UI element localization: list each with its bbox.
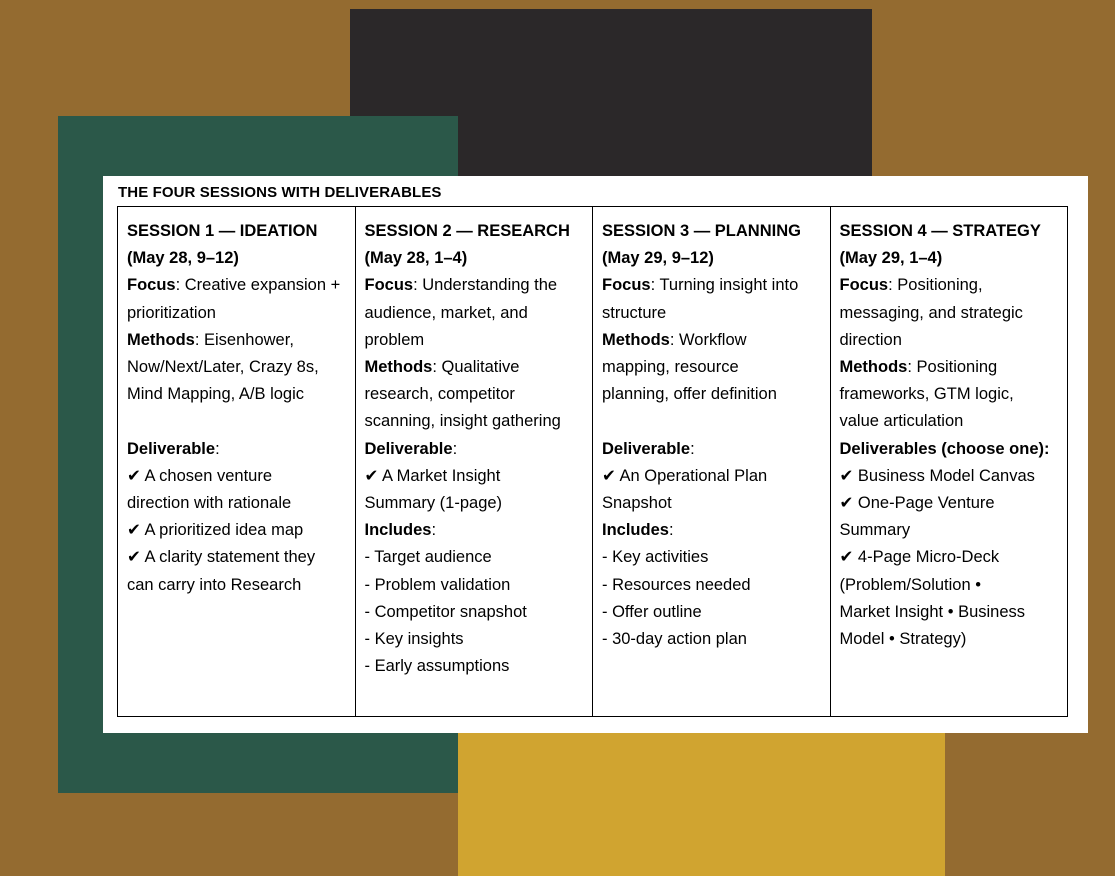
deliverable-item: ✔ 4-Page Micro-Deck	[839, 548, 1000, 567]
session-2-column: SESSION 2 — RESEARCH (May 28, 1–4) Focus: Understanding the audience, market, and problem Methods: Qualitative research, competitor scanning, insight gathering Deliverable: ✔ A Market Insight Summary (1-page) Includes: - Target audience - Problem validation - Competitor snapshot - Key insights - Early assumptions	[355, 207, 593, 716]
deliverable-item: ✔ An Operational Plan	[602, 466, 768, 485]
methods-text: Now/Next/Later, Crazy 8s,	[127, 358, 319, 377]
includes-label: Includes	[364, 521, 432, 540]
focus-text: structure	[602, 303, 667, 322]
focus-text: Understanding the	[422, 276, 558, 295]
includes-item: - Problem validation	[364, 575, 511, 594]
deliverable-label: Deliverable	[602, 439, 691, 458]
includes-item: - Resources needed	[602, 575, 751, 594]
deliverable-label: Deliverable	[364, 439, 453, 458]
includes-item: - Key activities	[602, 548, 709, 567]
session-dates: (May 29, 9–12)	[602, 249, 714, 268]
focus-text: Positioning,	[897, 276, 983, 295]
methods-text: Workflow	[679, 330, 747, 349]
session-3-column: SESSION 3 — PLANNING (May 29, 9–12) Focus: Turning insight into structure Methods: Workflow mapping, resource planning, offer definition Deliverable: ✔ An Operational Plan Snapshot Includes: - Key activities - Resources needed - Offer outline - 30-day action plan	[592, 207, 830, 716]
includes-item: - Offer outline	[602, 602, 702, 621]
deliverable-item: can carry into Research	[127, 575, 302, 594]
deliverable-item: ✔ One-Page Venture	[839, 494, 995, 513]
focus-label: Focus	[839, 276, 889, 295]
sessions-table	[117, 206, 1068, 717]
methods-text: Qualitative	[441, 358, 520, 377]
includes-item: - Key insights	[364, 630, 464, 649]
methods-label: Methods	[364, 358, 433, 377]
deliverable-item: ✔ A prioritized idea map	[127, 521, 304, 540]
focus-text: Turning insight into	[659, 276, 799, 295]
spacer	[602, 408, 824, 435]
methods-text: mapping, resource	[602, 358, 739, 377]
spacer	[127, 408, 349, 435]
deliverable-item: ✔ Business Model Canvas	[839, 466, 1035, 485]
includes-item: - 30-day action plan	[602, 630, 747, 649]
session-dates: (May 29, 1–4)	[839, 249, 943, 268]
deliverable-item: ✔ A Market Insight	[364, 466, 501, 485]
focus-label: Focus	[127, 276, 176, 295]
methods-text: frameworks, GTM logic,	[839, 385, 1014, 404]
includes-item: - Competitor snapshot	[364, 602, 527, 621]
deliverable-item: ✔ A clarity statement they	[127, 548, 316, 567]
session-dates: (May 28, 1–4)	[364, 249, 468, 268]
deliverable-item: Summary	[839, 521, 911, 540]
session-dates: (May 28, 9–12)	[127, 249, 239, 268]
deliverable-item: direction with rationale	[127, 494, 292, 513]
deliverable-item: Market Insight • Business	[839, 602, 1026, 621]
deliverable-label: Deliverable	[127, 439, 216, 458]
focus-text: Creative expansion +	[184, 276, 341, 295]
methods-label: Methods	[127, 330, 195, 349]
focus-text: audience, market, and	[364, 303, 528, 322]
methods-text: planning, offer definition	[602, 385, 777, 404]
session-1-column: SESSION 1 — IDEATION (May 28, 9–12) Focus: Creative expansion + prioritization Methods: Eisenhower, Now/Next/Later, Crazy 8s, Mind Mapping, A/B logic Deliverable: ✔ A chosen venture direction with rationale ✔ A prioritized idea map ✔ A clarity statement they can carry into Research	[118, 207, 355, 716]
focus-label: Focus	[364, 276, 414, 295]
session-heading: SESSION 1 — IDEATION	[127, 222, 318, 240]
deliverable-item: Model • Strategy)	[839, 630, 967, 649]
includes-label: Includes	[602, 521, 669, 540]
methods-label: Methods	[839, 358, 908, 377]
focus-text: direction	[839, 330, 902, 349]
includes-item: - Target audience	[364, 548, 492, 567]
session-heading: SESSION 4 — STRATEGY	[839, 222, 1041, 240]
methods-text: Eisenhower,	[204, 330, 294, 349]
focus-text: problem	[364, 330, 425, 349]
methods-text: scanning, insight gathering	[364, 412, 561, 431]
methods-text: Positioning	[916, 358, 998, 377]
session-heading: SESSION 2 — RESEARCH	[364, 222, 570, 240]
deliverable-item: ✔ A chosen venture	[127, 466, 273, 485]
card-title: THE FOUR SESSIONS WITH DELIVERABLES	[118, 184, 442, 201]
focus-text: messaging, and strategic	[839, 303, 1023, 322]
deliverable-item: (Problem/Solution •	[839, 575, 982, 594]
deliverable-item: Snapshot	[602, 494, 672, 513]
deliverable-item: Summary (1-page)	[364, 494, 503, 513]
includes-item: - Early assumptions	[364, 657, 510, 676]
sessions-card	[103, 176, 1088, 733]
session-heading: SESSION 3 — PLANNING	[602, 222, 801, 240]
focus-text: prioritization	[127, 303, 216, 322]
methods-label: Methods	[602, 330, 670, 349]
focus-label: Focus	[602, 276, 651, 295]
methods-text: value articulation	[839, 412, 964, 431]
session-4-column: SESSION 4 — STRATEGY (May 29, 1–4) Focus: Positioning, messaging, and strategic direction Methods: Positioning frameworks, GTM logic, value articulation Deliverables (choose one): ✔ Business Model Canvas ✔ One-Page Venture Summary ✔ 4-Page Micro-Deck (Problem/Solution • Market Insight • Business Model • Strategy)	[830, 207, 1068, 716]
deliverable-label: Deliverables (choose one):	[839, 439, 1050, 458]
methods-text: Mind Mapping, A/B logic	[127, 385, 305, 404]
methods-text: research, competitor	[364, 385, 515, 404]
